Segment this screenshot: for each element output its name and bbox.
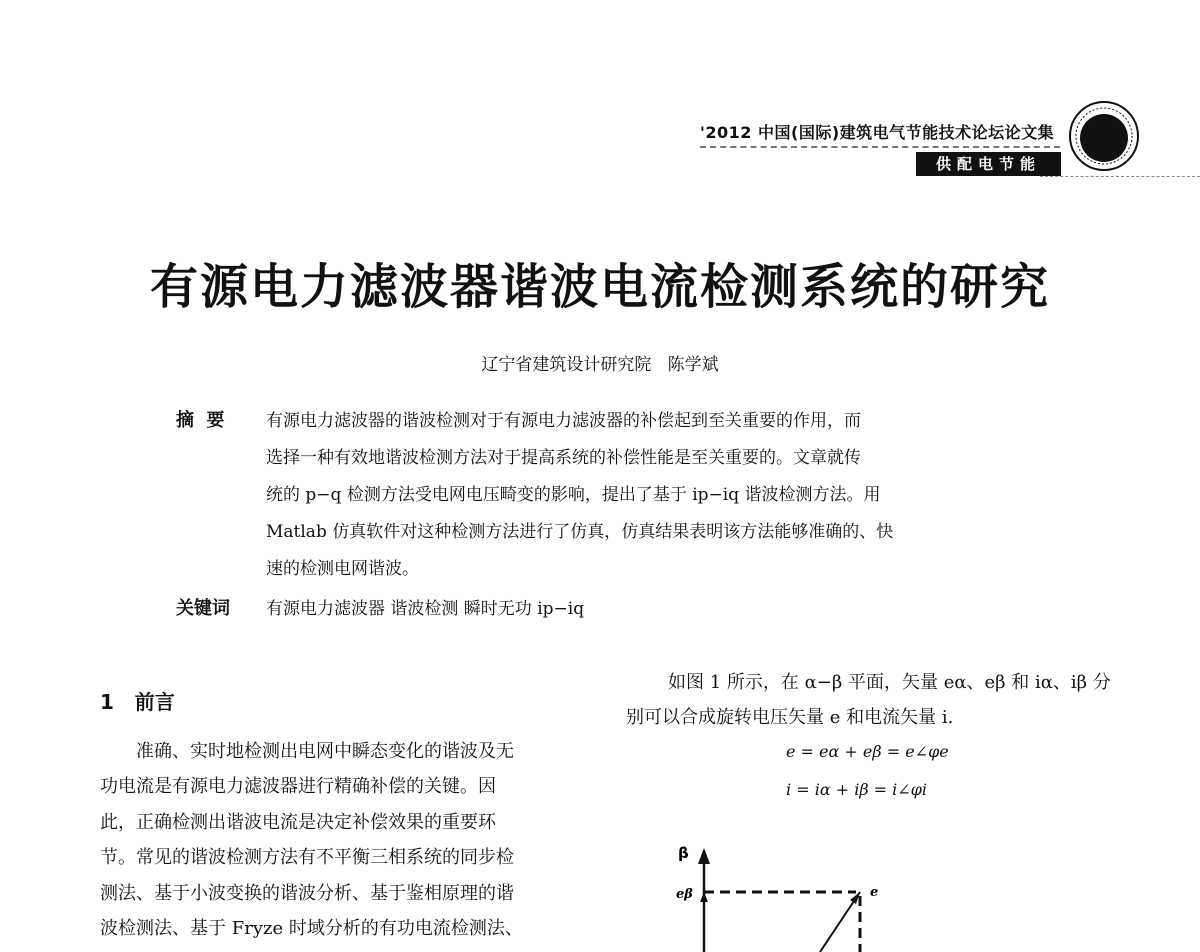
beta-axis-label: β	[678, 844, 689, 862]
keywords-text: 有源电力滤波器 谐波检测 瞬时无功 ip−iq	[266, 599, 585, 619]
header-right-rule	[1040, 176, 1200, 177]
paper-title: 有源电力滤波器谐波电流检测系统的研究	[149, 259, 1050, 315]
abstract-line: 选择一种有效地谐波检测方法对于提高系统的补偿性能是至关重要的。文章就传	[266, 448, 861, 468]
body-line: 此，正确检测出谐波电流是决定补偿效果的重要环	[100, 812, 496, 833]
equation-current: i = iα + iβ = i∠φi	[786, 780, 927, 799]
e-beta-label: eβ	[676, 887, 693, 902]
vector-diagram	[660, 836, 920, 952]
keywords-label: 关键词	[176, 598, 230, 619]
abstract-line: Matlab 仿真软件对这种检测方法进行了仿真，仿真结果表明该方法能够准确的、快	[266, 522, 894, 542]
abstract-line: 统的 p−q 检测方法受电网电压畸变的影响，提出了基于 ip−iq 谐波检测方法。用	[266, 485, 881, 505]
body-line: 别可以合成旋转电压矢量 e 和电流矢量 i.	[626, 707, 954, 728]
abstract-line: 速的检测电网谐波。	[266, 559, 419, 579]
body-line: 测法、基于小波变换的谐波分析、基于鉴相原理的谐	[100, 883, 514, 904]
section-heading: 1 前言	[100, 690, 175, 714]
body-line: 波检测法、基于 Fryze 时域分析的有功电流检测法、	[100, 918, 523, 939]
abstract-label: 摘 要	[176, 410, 225, 431]
equation-voltage: e = eα + eβ = e∠φe	[786, 742, 949, 761]
header-dashed-rule	[700, 146, 1060, 148]
body-line: 如图 1 所示，在 α−β 平面，矢量 eα、eβ 和 iα、iβ 分	[668, 672, 1111, 693]
beta-axis-arrow	[698, 848, 710, 864]
section-band: 供配电节能	[916, 152, 1061, 176]
body-line: 准确、实时地检测出电网中瞬态变化的谐波及无	[136, 741, 514, 762]
body-line: 节。常见的谐波检测方法有不平衡三相系统的同步检	[100, 847, 514, 868]
conference-logo-icon	[1068, 100, 1140, 172]
conference-header: '2012 中国(国际)建筑电气节能技术论坛论文集	[700, 123, 1055, 142]
e-label: e	[870, 885, 879, 900]
body-line: 功电流是有源电力滤波器进行精确补偿的关键。因	[100, 776, 496, 797]
abstract-line: 有源电力滤波器的谐波检测对于有源电力滤波器的补偿起到至关重要的作用，而	[266, 411, 861, 431]
author-affiliation: 辽宁省建筑设计研究院 陈学斌	[481, 355, 719, 375]
